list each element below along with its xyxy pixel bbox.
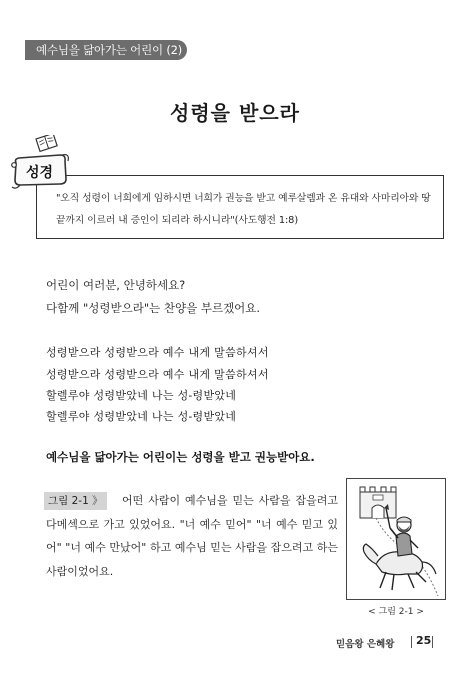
song-line: 할렐루야 성령받았네 나는 성-령받았네 (46, 389, 237, 402)
song-line: 성령받으라 성령받으라 예수 내게 말씀하셔서 (46, 368, 269, 381)
bible-badge (10, 135, 72, 193)
greeting-line-2: 다함께 "성령받으라"는 찬양을 부르겠어요. (46, 301, 261, 315)
page-title: 성령을 받으라 (170, 101, 300, 125)
greeting-line-1: 어린이 여러분, 안녕하세요? (46, 278, 186, 292)
book-title: 믿음왕 은혜왕 (336, 639, 395, 650)
horse-rider-illustration (346, 478, 446, 600)
song-line: 성령받으라 성령받으라 예수 내게 말씀하셔서 (46, 346, 269, 359)
figure-illustration (346, 478, 446, 600)
figure-caption: < 그림 2-1 > (368, 607, 424, 617)
city-gate-icon (360, 487, 396, 518)
page-number: 25 (416, 634, 432, 647)
figure-tag: 그림 2-1 》 (44, 492, 107, 510)
figure-paragraph: 어떤 사람이 예수님을 믿는 사람을 잡을려고 다메섹으로 가고 있었어요. "너 예수 믿어" "너 예수 믿고 있어" "너 예수 만났어" 하고 예수님 믿는 사람을 잡으려고 하는 사람이었어요. (46, 494, 338, 578)
footer-divider (411, 636, 412, 648)
song-line: 할렐루야 성령받았네 나는 성-령받았네 (46, 410, 237, 423)
scripture-text: "오직 성령이 너희에게 임하시면 너희가 권능을 받고 예루살렘과 온 유대와 사마리아와 땅 끝까지 이르러 내 증인이 되리라 하시니라"(사도행전 1:8) (56, 193, 431, 226)
key-point: 예수님을 닮아가는 어린이는 성령을 받고 권능받아요. (46, 450, 315, 464)
bible-badge-label: 성경 (26, 165, 54, 181)
footer-divider (432, 636, 433, 648)
series-header-label: 예수님을 닮아가는 어린이 (2) (36, 43, 183, 57)
